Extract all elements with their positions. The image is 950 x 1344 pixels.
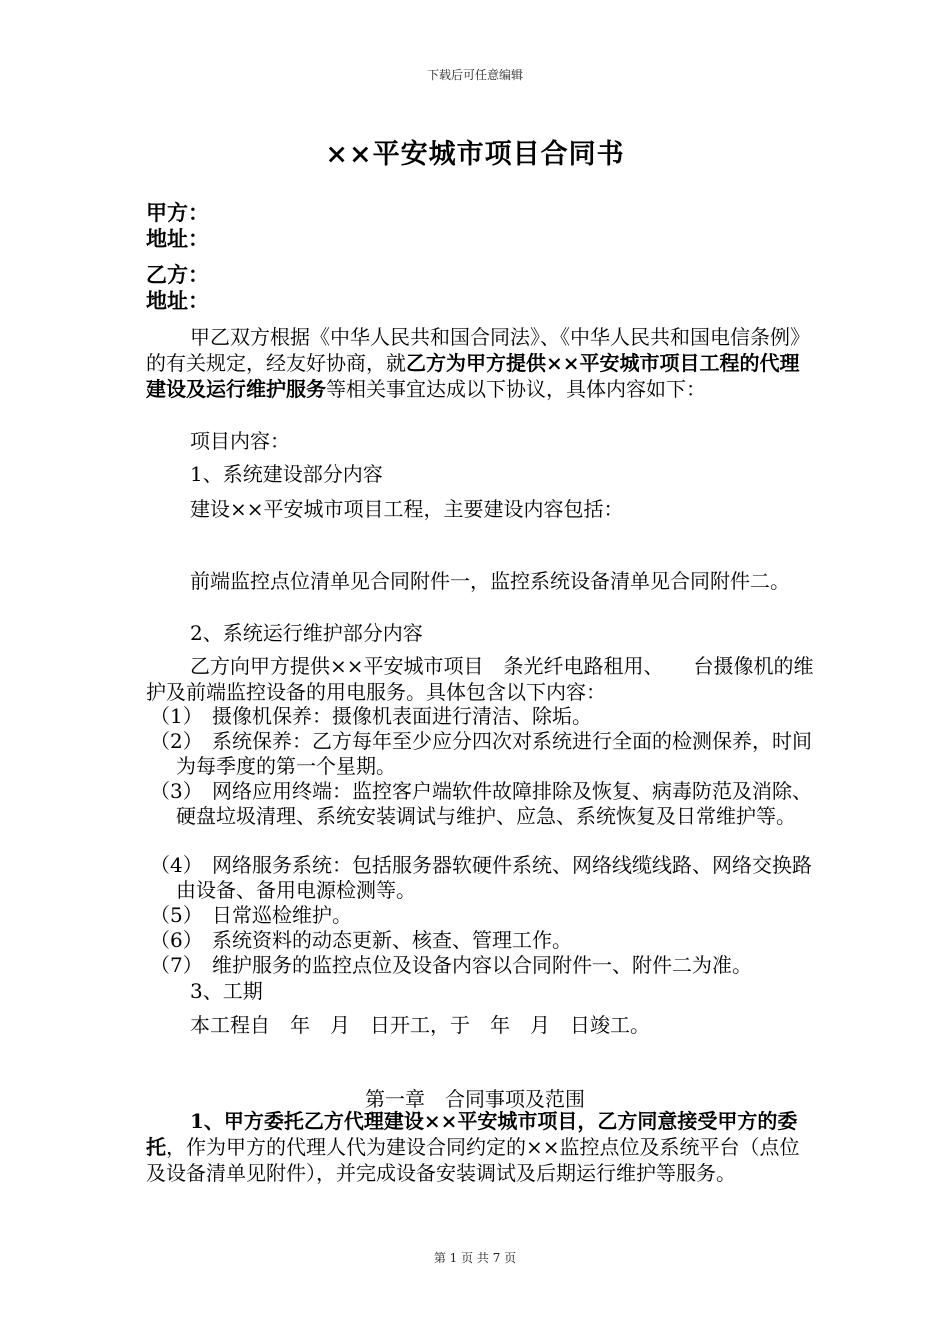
intro-suffix: 等相关事宜达成以下协议，具体内容如下：: [326, 377, 706, 401]
clause1-rest: ，作为甲方的代理人代为建设合同约定的××监控点位及系统平台（点位及设备清单见附件），并完成设备安装调试及后期运行维护等服务。: [146, 1135, 800, 1185]
item-text: 网络服务系统：包括服务器软硬件系统、网络线缆线路、网络交换路由设备、备用电源检测等。: [176, 853, 812, 902]
item-number: （6）: [150, 928, 203, 952]
item-text: 摄像机保养：摄像机表面进行清洁、除垢。: [212, 704, 592, 728]
item-number: （1）: [150, 704, 203, 728]
section2-heading: 2、系统运行维护部分内容: [190, 621, 423, 645]
item-number: （4）: [150, 853, 203, 877]
party-b-label: 乙方：: [146, 262, 209, 287]
item-number: （3）: [150, 779, 203, 803]
item-number: （7）: [150, 953, 203, 977]
party-a-address-label: 地址：: [146, 226, 209, 251]
intro-paragraph: [146, 324, 818, 402]
project-content-label: 项目内容：: [190, 429, 290, 453]
item-number: （5）: [150, 903, 203, 927]
party-b-address-label: 地址：: [146, 288, 209, 313]
list-item: [150, 779, 818, 829]
list-item: [150, 928, 818, 953]
section2-text: 乙方向甲方提供××平安城市项目 条光纤电路租用、 台摄像机的维护及前端监控设备的用电服务。具体包含以下内容：: [146, 654, 814, 704]
list-item: [150, 729, 818, 779]
item-text: 系统保养：乙方每年至少应分四次对系统进行全面的检测保养，时间为每季度的第一个星期。: [176, 729, 812, 778]
section1-text: 建设××平安城市项目工程，主要建设内容包括：: [190, 497, 624, 521]
section3-text: 本工程自 年 月 日开工，于 年 月 日竣工。: [190, 1013, 650, 1037]
list-item: [150, 953, 818, 978]
intro-bold: 乙方为甲方提供××平安城市项目工程的代理建设及运行维护服务: [146, 351, 800, 401]
section1-heading: 1、系统建设部分内容: [190, 462, 383, 486]
chapter-title: 第一章 合同事项及范围: [365, 1087, 585, 1111]
list-item: [150, 704, 818, 729]
contract-title: ××平安城市项目合同书: [325, 139, 625, 170]
clause1-bold: 1、甲方委托乙方代理建设××平安城市项目，乙方同意接受甲方的委托: [146, 1109, 798, 1159]
party-a-label: 甲方：: [146, 200, 209, 225]
item-number: （2）: [150, 729, 203, 753]
list-item: [150, 903, 818, 928]
attachment-note: 前端监控点位清单见合同附件一，监控系统设备清单见合同附件二。: [190, 569, 790, 593]
item-text: 网络应用终端：监控客户端软件故障排除及恢复、病毒防范及消除、硬盘垃圾清理、系统安装调试与维护、应急、系统恢复及日常维护等。: [176, 779, 812, 828]
item-text: 系统资料的动态更新、核查、管理工作。: [212, 928, 572, 952]
item-text: 维护服务的监控点位及设备内容以合同附件一、附件二为准。: [212, 953, 752, 977]
list-item: [150, 853, 818, 903]
page-header: 下载后可任意编辑: [426, 68, 523, 82]
section3-heading: 3、工期: [190, 979, 263, 1003]
item-text: 日常巡检维护。: [212, 903, 352, 927]
chapter1-clause1: [146, 1108, 818, 1186]
page-footer: 第 1 页 共 7 页: [433, 1251, 517, 1265]
intro-prefix: 甲乙双方根据《中华人民共和国合同法》、《中华人民共和国电信条例》的有关规定，经友好协商，就: [146, 325, 810, 375]
